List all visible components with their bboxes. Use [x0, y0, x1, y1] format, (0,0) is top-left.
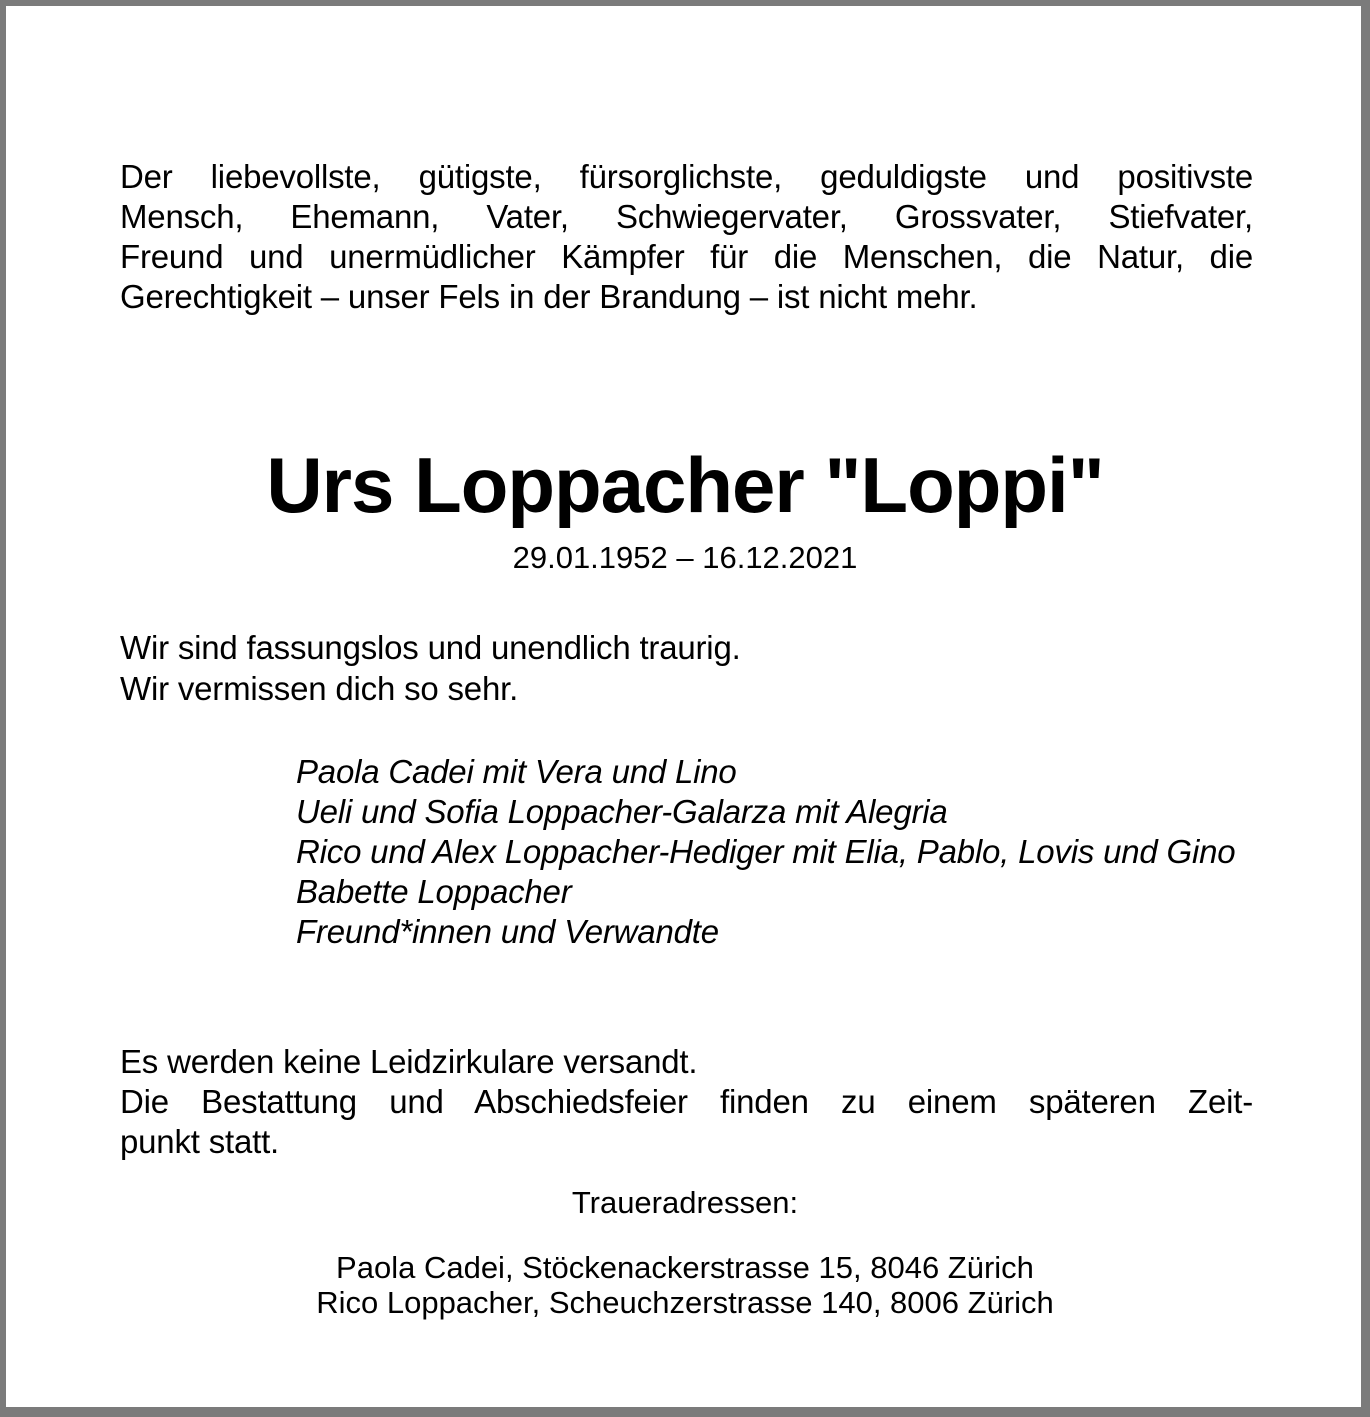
mourning-addresses — [0, 1250, 1370, 1320]
grief-line-2: Wir vermissen dich so sehr. — [120, 670, 519, 707]
funeral-notice-paragraph — [120, 1042, 1253, 1162]
life-dates: 29.01.1952 – 16.12.2021 — [512, 540, 858, 575]
family-line-3: Rico und Alex Loppacher-Hediger mit Elia, Pablo, Lovis und Gino — [296, 833, 1236, 870]
notice-line-3: punkt statt. — [120, 1123, 280, 1160]
intro-line-2: Mensch, Ehemann, Vater, Schwiegervater, Grossvater, Stiefvater, — [120, 198, 1253, 235]
intro-line-1: Der liebevollste, gütigste, fürsorglichste, geduldigste und positivste — [120, 158, 1253, 195]
grief-paragraph — [120, 627, 741, 709]
notice-line-2: Die Bestattung und Abschiedsfeier finden zu einem späteren Zeit- — [120, 1083, 1253, 1120]
intro-line-3: Freund und unermüdlicher Kämpfer für die Menschen, die Natur, die — [120, 238, 1253, 275]
address-line-1: Paola Cadei, Stöckenackerstrasse 15, 8046 Zürich — [336, 1250, 1034, 1285]
family-line-4: Babette Loppacher — [296, 873, 572, 910]
grief-line-1: Wir sind fassungslos und unendlich traurig. — [120, 629, 741, 666]
family-line-2: Ueli und Sofia Loppacher-Galarza mit Alegria — [296, 793, 948, 830]
intro-paragraph — [120, 157, 1253, 317]
intro-line-4: Gerechtigkeit – unser Fels in der Brandung – ist nicht mehr. — [120, 278, 978, 315]
family-line-1: Paola Cadei mit Vera und Lino — [296, 753, 737, 790]
notice-line-1: Es werden keine Leidzirkulare versandt. — [120, 1043, 698, 1080]
deceased-name: Urs Loppacher "Loppi" — [266, 441, 1104, 529]
family-list — [296, 752, 1235, 952]
mourning-addresses-heading: Traueradressen: — [571, 1185, 799, 1220]
family-line-5: Freund*innen und Verwandte — [296, 913, 719, 950]
address-line-2: Rico Loppacher, Scheuchzerstrasse 140, 8006 Zürich — [316, 1285, 1054, 1320]
